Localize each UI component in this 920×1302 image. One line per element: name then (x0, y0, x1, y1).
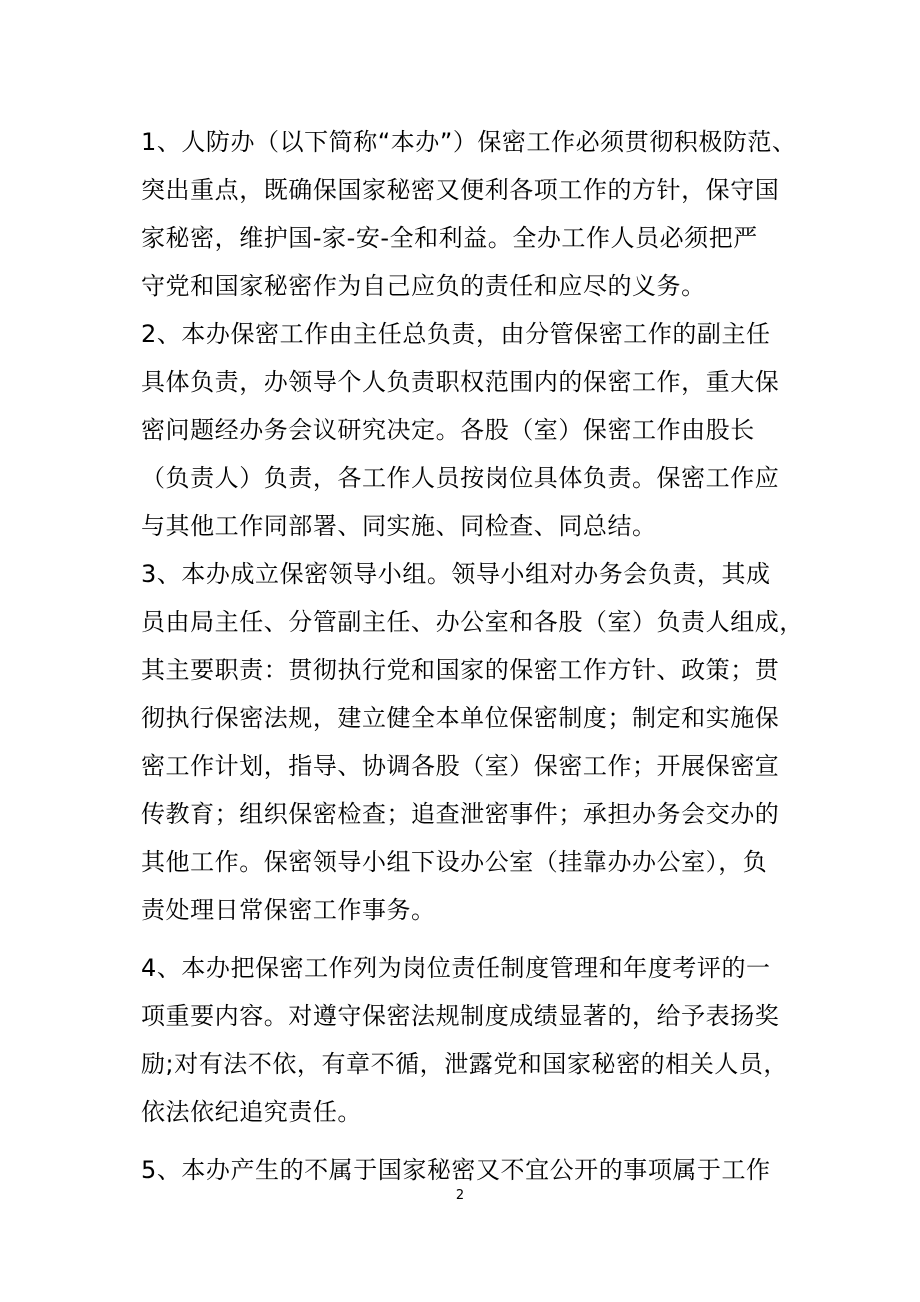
text-line: 2、本办保密工作由主任总负责，由分管保密工作的副主任 (141, 320, 771, 348)
paragraph-5 (141, 1146, 791, 1194)
text-line: 其他工作。保密领导小组下设办公室（挂靠办办公室），负 (141, 848, 768, 876)
text-line: 密问题经办务会议研究决定。各股（室）保密工作由股长 (141, 416, 755, 444)
text-line: 密工作计划，指导、协调各股（室）保密工作；开展保密宣 (141, 752, 780, 780)
document-body (141, 118, 804, 1194)
text-line: 励;对有法不依，有章不循，泄露党和国家秘密的相关人员， (141, 1050, 788, 1078)
text-line: 彻执行保密法规，建立健全本单位保密制度；制定和实施保 (141, 704, 780, 732)
text-line: 具体负责，办领导个人负责职权范围内的保密工作，重大保 (141, 368, 780, 396)
paragraph-spacer (141, 934, 791, 944)
text-line: 依法依纪追究责任。 (141, 1098, 362, 1126)
text-line: （负责人）负责，各工作人员按岗位具体负责。保密工作应 (141, 464, 780, 492)
paragraph-4 (141, 944, 791, 1136)
text-line: 4、本办把保密工作列为岗位责任制度管理和年度考评的一 (141, 954, 771, 982)
text-line: 其主要职责：贯彻执行党和国家的保密工作方针、政策；贯 (141, 656, 780, 684)
text-line: 传教育；组织保密检查；追查泄密事件；承担办务会交办的 (141, 800, 780, 828)
text-line: 突出重点，既确保国家秘密又便利各项工作的方针，保守国 (141, 176, 780, 204)
paragraph-3 (141, 550, 804, 934)
paragraph-1 (141, 118, 797, 310)
text-line: 3、本办成立保密领导小组。领导小组对办务会负责，其成 (141, 560, 771, 588)
text-line: 责处理日常保密工作事务。 (141, 896, 436, 924)
text-line: 5、本办产生的不属于国家秘密又不宜公开的事项属于工作 (141, 1156, 771, 1184)
text-line: 项重要内容。对遵守保密法规制度成绩显著的，给予表扬奖 (141, 1002, 780, 1030)
paragraph-spacer (141, 1136, 791, 1146)
paragraph-2 (141, 310, 791, 550)
text-line: 员由局主任、分管副主任、办公室和各股（室）负责人组成， (141, 608, 804, 636)
text-line: 与其他工作同部署、同实施、同检查、同总结。 (141, 512, 657, 540)
text-line: 守党和国家秘密作为自己应负的责任和应尽的义务。 (141, 272, 706, 300)
page-number: 2 (455, 1188, 465, 1203)
text-line: 家秘密，维护国-家-安-全和利益。全办工作人员必须把严 (141, 224, 758, 252)
text-line: 1、人防办（以下简称“本办”）保密工作必须贯彻积极防范、 (141, 128, 797, 156)
